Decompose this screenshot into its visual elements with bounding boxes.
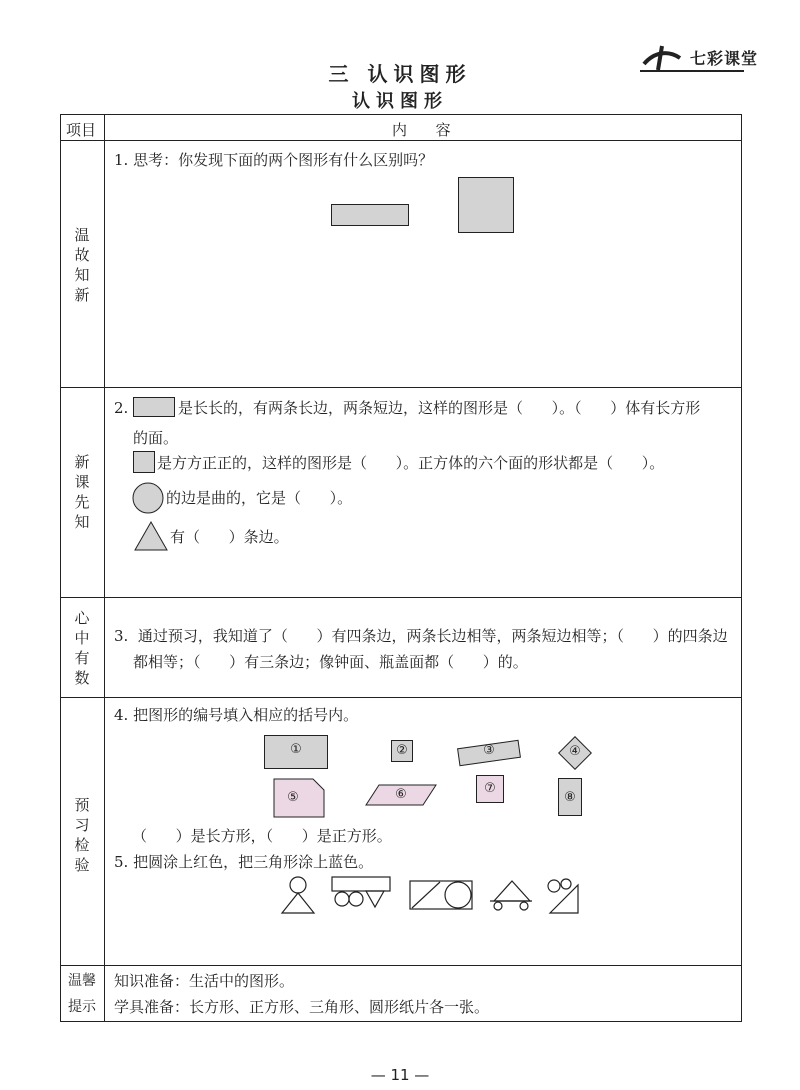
section-label-newlesson: 新 课 先 知 [74, 453, 90, 531]
row-divider [60, 597, 741, 598]
shape-7-number: ⑦ [484, 781, 496, 796]
shape-2-number: ② [396, 743, 408, 758]
row-divider [60, 387, 741, 388]
question-2-line4: 的边是曲的，它是（ ）。 [166, 489, 353, 507]
question-4: 4. 把图形的编号填入相应的括号内。 [114, 706, 359, 724]
question-5: 5. 把圆涂上红色，把三角形涂上蓝色。 [114, 853, 374, 871]
rectangle-shape [331, 204, 409, 226]
tips-line1: 知识准备：生活中的图形。 [114, 972, 295, 990]
circle-shape [131, 481, 165, 515]
section-label-review: 温 故 知 新 [74, 226, 90, 304]
question-3-line1: 3. 通过预习，我知道了（ ）有四条边，两条长边相等，两条短边相等；（ ）的四条边 [114, 627, 728, 645]
header-content: 内 容 [392, 121, 451, 139]
square-shape [458, 177, 514, 233]
shape-1-number: ① [290, 742, 302, 757]
shape-4-number: ④ [569, 744, 581, 759]
question-2-line1: 是长长的，有两条长边，两条短边，这样的图形是（ ）。（ ）体有长方形 [178, 399, 701, 417]
composite-figures [280, 875, 600, 920]
section-label-mind: 心 中 有 数 [74, 609, 90, 687]
table-column-divider [104, 114, 105, 1021]
question-1: 1. 思考：你发现下面的两个图形有什么区别吗？ [114, 151, 434, 169]
square-shape [133, 451, 155, 473]
table-header-divider [60, 140, 741, 141]
row-divider [60, 965, 741, 966]
page-title: 三 认识图形 [328, 62, 472, 86]
question-2-line5: 有（ ）条边。 [170, 528, 289, 546]
shape-8-number: ⑧ [564, 790, 576, 805]
section-label-tips: 温馨 提示 [68, 973, 96, 1015]
question-2-line2: 的面。 [133, 429, 179, 447]
brand-name: 七彩课堂 [690, 49, 759, 68]
page-subtitle: 认识图形 [352, 91, 448, 112]
rectangle-shape [133, 397, 175, 417]
row-divider [60, 697, 741, 698]
question-2-line3: 是方方正正的，这样的图形是（ ）。正方体的六个面的形状都是（ ）。 [157, 454, 665, 472]
shape-3-number: ③ [483, 743, 495, 758]
triangle-shape [133, 520, 169, 552]
shape-6-number: ⑥ [395, 787, 407, 802]
shape-5-number: ⑤ [287, 790, 299, 805]
header-item: 项目 [66, 121, 97, 139]
question-2-number: 2. [114, 399, 129, 417]
question-3-line2: 都相等；（ ）有三条边；像钟面、瓶盖面都（ ）的。 [133, 653, 528, 671]
page-number: — 11 — [370, 1066, 430, 1084]
section-label-preview: 预 习 检 验 [74, 796, 90, 874]
tips-line2: 学具准备：长方形、正方形、三角形、圆形纸片各一张。 [114, 998, 490, 1016]
question-4-answer: （ ）是长方形，（ ）是正方形。 [132, 827, 392, 845]
